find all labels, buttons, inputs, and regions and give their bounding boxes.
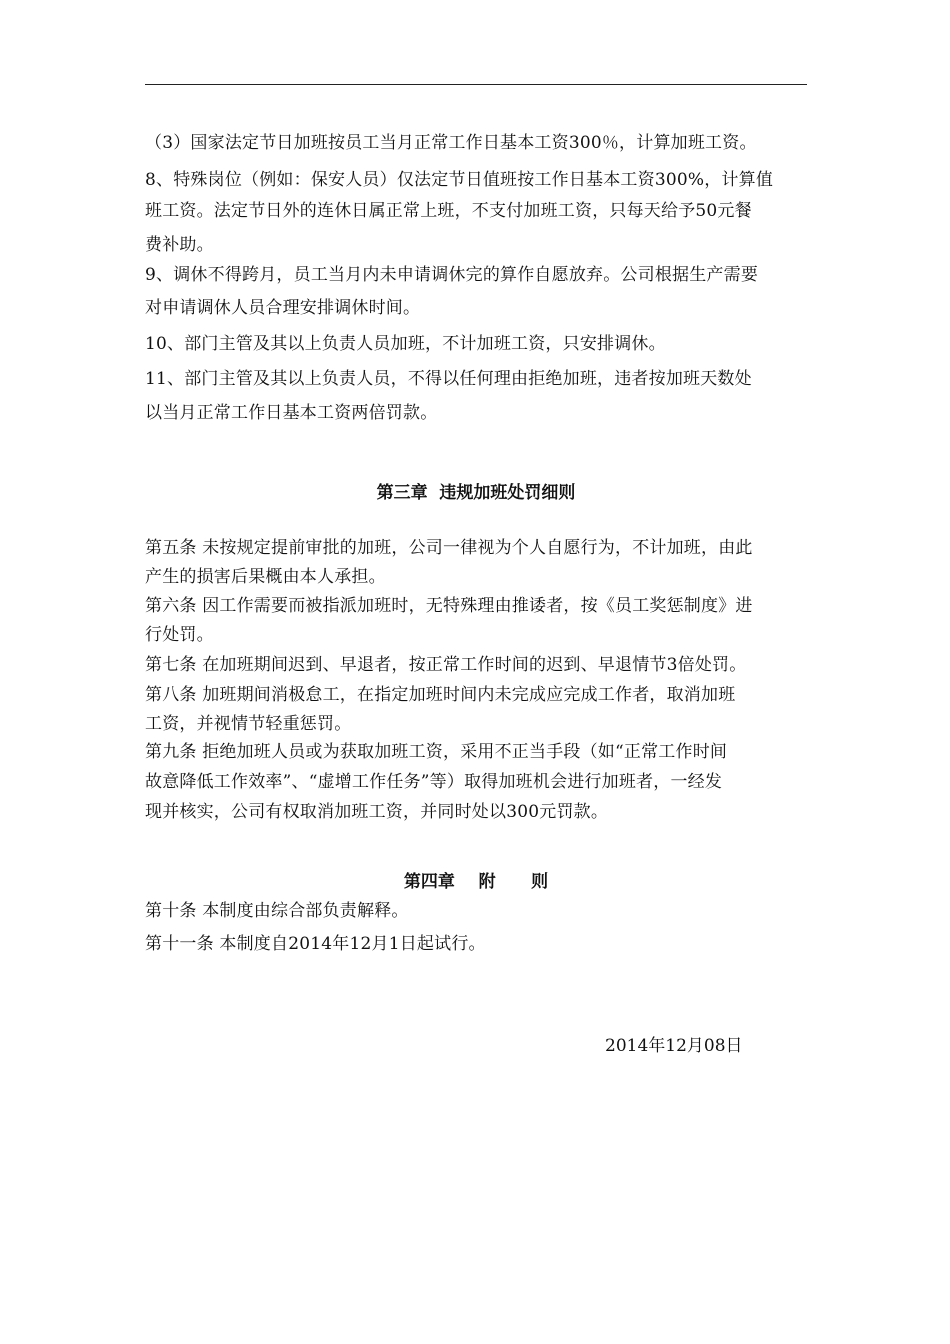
paragraph-line: 第五条 未按规定提前审批的加班，公司一律视为个人自愿行为，不计加班，由此 — [145, 538, 753, 558]
paragraph-line: 费补助。 — [145, 235, 214, 255]
paragraph-line: （3）国家法定节日加班按员工当月正常工作日基本工资300％，计算加班工资。 — [145, 133, 757, 153]
header-rule — [145, 84, 807, 85]
paragraph-line: 9、调休不得跨月，员工当月内未申请调休完的算作自愿放弃。公司根据生产需要 — [145, 265, 759, 285]
paragraph-line: 产生的损害后果概由本人承担。 — [145, 567, 386, 587]
paragraph-line: 8、特殊岗位（例如：保安人员）仅法定节日值班按工作日基本工资300%，计算值 — [145, 170, 774, 190]
chapter-4-title: 第四章 附 则 — [403, 872, 549, 892]
paragraph-line: 行处罚。 — [145, 625, 214, 645]
paragraph-line: 第六条 因工作需要而被指派加班时，无特殊理由推诿者，按《员工奖惩制度》进 — [145, 596, 753, 616]
paragraph-line: 第八条 加班期间消极怠工，在指定加班时间内未完成应完成工作者，取消加班 — [145, 685, 736, 705]
paragraph-line: 班工资。法定节日外的连休日属正常上班，不支付加班工资，只每天给予50元餐 — [145, 201, 752, 221]
paragraph-line: 第七条 在加班期间迟到、早退者，按正常工作时间的迟到、早退情节3倍处罚。 — [145, 655, 747, 675]
chapter-3-title: 第三章 违规加班处罚细则 — [376, 483, 576, 503]
paragraph-line: 工资，并视情节轻重惩罚。 — [145, 714, 352, 734]
paragraph-line: 10、部门主管及其以上负责人员加班，不计加班工资，只安排调休。 — [145, 334, 666, 354]
paragraph-line: 对申请调休人员合理安排调休时间。 — [145, 298, 421, 318]
paragraph-line: 第九条 拒绝加班人员或为获取加班工资，采用不正当手段（如“正常工作时间 — [145, 742, 728, 762]
paragraph-line: 11、部门主管及其以上负责人员，不得以任何理由拒绝加班，违者按加班天数处 — [145, 369, 752, 389]
paragraph-line: 第十一条 本制度自2014年12月1日起试行。 — [145, 934, 486, 954]
document-date: 2014年12月08日 — [605, 1036, 743, 1056]
paragraph-line: 第十条 本制度由综合部负责解释。 — [145, 901, 409, 921]
paragraph-line: 现并核实，公司有权取消加班工资，并同时处以300元罚款。 — [145, 802, 609, 822]
paragraph-line: 以当月正常工作日基本工资两倍罚款。 — [145, 403, 438, 423]
paragraph-line: 故意降低工作效率”、“虚增工作任务”等）取得加班机会进行加班者，一经发 — [145, 772, 723, 792]
